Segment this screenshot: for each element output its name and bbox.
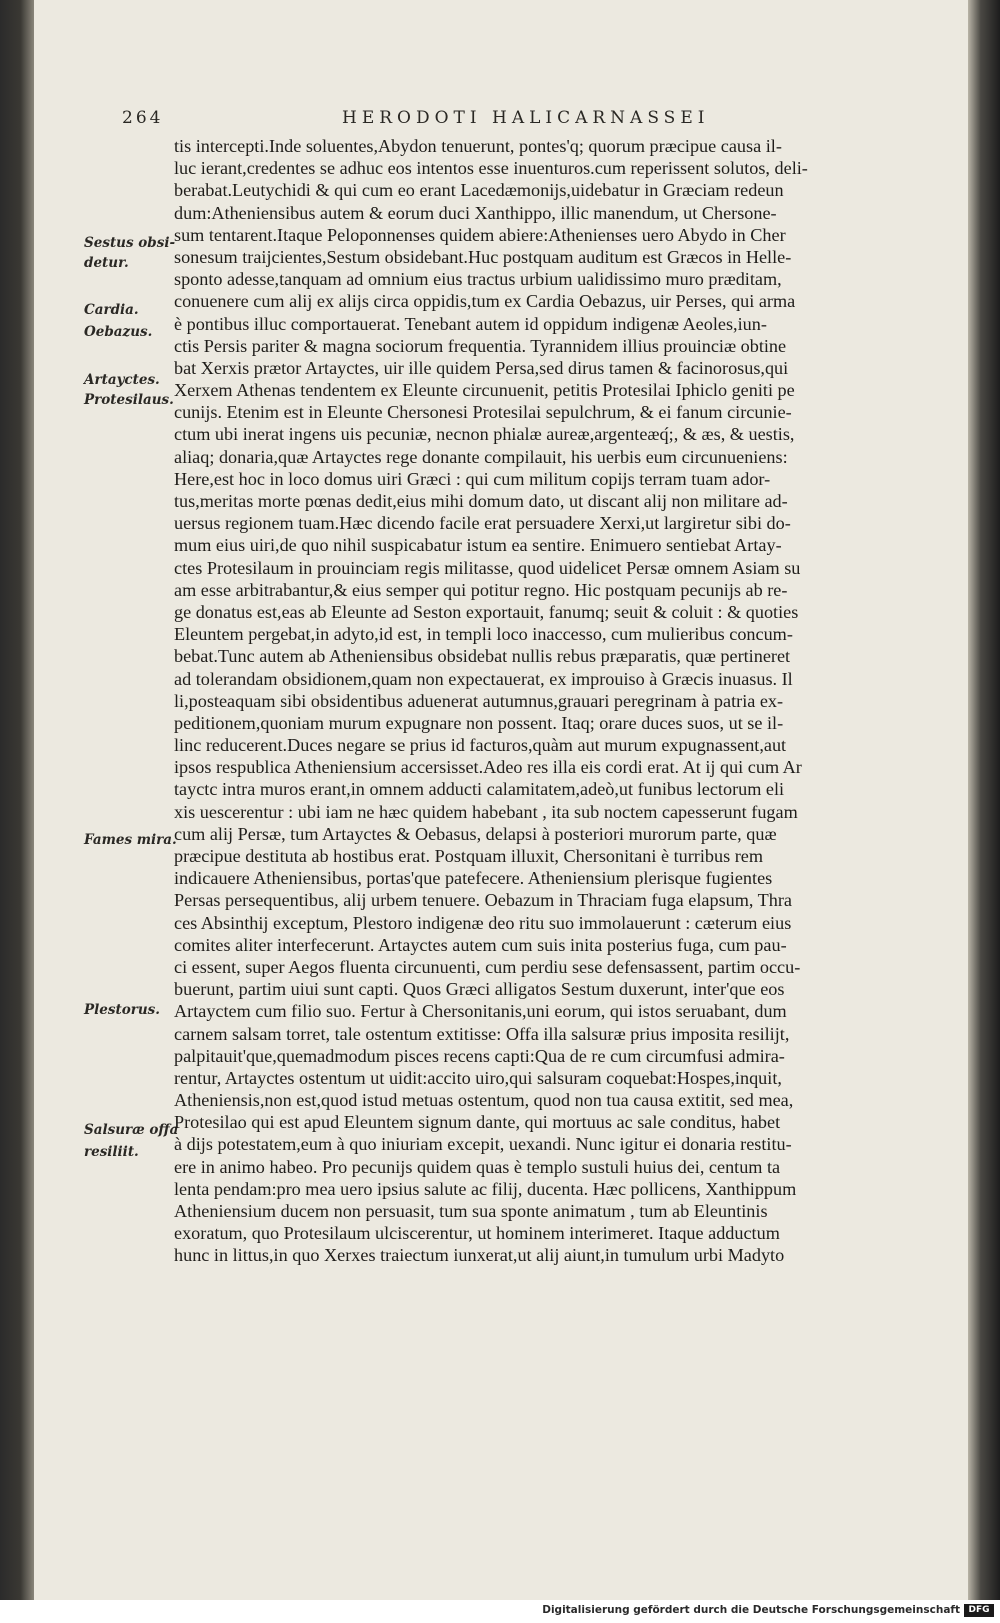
book-edge-left	[0, 0, 34, 1600]
text-line: bat Xerxis prætor Artayctes, uir ille quidem Persa,sed dirus tamen & facinorosus,qui	[174, 357, 789, 378]
body-text	[174, 135, 924, 1267]
text-line: rentur, Artayctes ostentum ut uidit:accito uiro,qui salsuram coquebat:Hospes,inquit,	[174, 1067, 782, 1088]
text-line: hunc in littus,in quo Xerxes traiectum iunxerat,ut alij aiunt,in tumulum urbi Madyto	[174, 1245, 785, 1266]
text-line: ipsos respublica Atheniensium accersisset.Adeo res illa eis cordi erat. At ij qui cum Ar	[174, 757, 802, 778]
text-line: ctum ubi inerat ingens uis pecuniæ, necnon phialæ aureæ,argenteæq́;, & æs, & uestis,	[174, 424, 795, 445]
text-line: Eleuntem pergebat,in adyto,id est, in templi loco inaccesso, cum mulieribus concum-	[174, 624, 793, 645]
margin-note: Salsuræ offa	[84, 1122, 179, 1138]
text-line: sonesum traijcientes,Sestum obsidebant.Huc postquam auditum est Græcos in Helle-	[174, 246, 792, 267]
text-line: indicauere Atheniensibus, portas'que patefecere. Atheniensium plerisque fugientes	[174, 868, 773, 889]
text-line: Here,est hoc in loco domus uiri Græci : qui cum militum copijs terram tuam ador-	[174, 468, 771, 489]
text-line: carnem salsam torret, tale ostentum extitisse: Offa illa salsuræ prius imposita resilijt,	[174, 1023, 790, 1044]
text-line: buerunt, partim uiui sunt capti. Quos Græci alligatos Sestum duxerunt, inter'que eos	[174, 979, 785, 1000]
text-line: uersus regionem tuam.Hæc dicendo facile erat persuadere Xerxi,ut largiretur sibi do-	[174, 513, 791, 534]
text-line: è pontibus illuc comportauerat. Tenebant autem id oppidum indigenæ Aeoles,iun-	[174, 313, 767, 334]
text-line: ctes Protesilaum in prouinciam regis militasse, quod uidelicet Persæ omnem Asiam su	[174, 557, 801, 578]
text-line: Xerxem Athenas tendentem ex Eleunte circunuenit, petitis Protesilai Iphiclo geniti pe	[174, 380, 795, 401]
text-line: Atheniensium ducem non persuasit, tum sua sponte animatum , tum ab Eleuntinis	[174, 1201, 768, 1221]
text-line: præcipue destituta ab hostibus erat. Postquam illuxit, Chersonitani è turribus rem	[174, 846, 763, 866]
funding-note: Digitalisierung gefördert durch die Deutsche Forschungsgemeinschaft	[542, 1604, 960, 1616]
text-line: palpitauit'que,quemadmodum pisces recens capti:Qua de re cum circumfusi admira-	[174, 1045, 785, 1066]
margin-note: resiliit.	[84, 1144, 139, 1160]
margin-note: detur.	[84, 255, 129, 271]
text-line: Protesilao qui est apud Eleuntem signum dante, qui mortuus ac sale conditus, habet	[174, 1112, 781, 1133]
text-line: tus,meritas morte pœnas dedit,eius mihi domum dato, ut discant alij non militare ad-	[174, 491, 788, 511]
book-edge-right	[968, 0, 1000, 1600]
margin-note: Sestus obsi-	[84, 235, 176, 251]
text-line: ces Absinthij exceptum, Plestoro indigenæ deo ritu suo immolauerunt : cæterum eius	[174, 912, 792, 933]
text-line: li,posteaquam sibi obsidentibus aduenerat autumnus,grauari peregrinam à patria ex-	[174, 690, 784, 711]
text-line: xis uescerentur : ubi iam ne hæc quidem habebant , ita sub noctem capesserunt fugam	[174, 801, 798, 822]
text-line: comites aliter interfecerunt. Artayctes autem cum suis inita posterius fuga, cum pau-	[174, 934, 787, 955]
text-line: ge donatus est,eas ab Eleunte ad Seston exportauit, fanumq; seuit & coluit : & quoties	[174, 601, 799, 622]
text-line: lenta pendam:pro mea uero ipsius salute ac filij, ducenta. Hæc pollicens, Xanthippum	[174, 1178, 797, 1199]
text-line: tis intercepti.Inde soluentes,Abydon tenuerunt, pontes'q; quorum præcipue causa il-	[174, 136, 782, 156]
dfg-logo: DFG	[964, 1604, 994, 1617]
running-title: HERODOTI HALICARNASSEI	[342, 108, 710, 128]
text-line: ctis Persis pariter & magna sociorum frequentia. Tyrannidem illius prouinciæ obtine	[174, 335, 787, 356]
margin-note: Plestorus.	[84, 1002, 160, 1018]
text-line: ere in animo habeo. Pro pecunijs quidem quas è templo sustuli huius dei, centum ta	[174, 1156, 781, 1177]
text-line: cum alij Persæ, tum Artayctes & Oebasus, delapsi à posteriori murorum parte, quæ	[174, 823, 777, 844]
margin-note: Cardia.	[84, 302, 139, 318]
margin-note: Oebazus.	[84, 324, 153, 340]
text-line: sponto adesse,tanquam ad omnium eius tractus urbium ualidissimo muro præditam,	[174, 269, 782, 290]
text-line: ci essent, super Aegos fluenta circunuenti, cum perdiu sese defensassent, partim occu-	[174, 956, 801, 977]
text-line: bebat.Tunc autem ab Atheniensibus obsidebat nullis rebus præparatis, quæ pertineret	[174, 646, 791, 667]
text-line: luc ierant,credentes se adhuc eos intentos esse inuenturos.cum reperissent solutos, deli-	[174, 158, 808, 179]
text-line: Artayctem cum filio suo. Fertur à Chersonitanis,uni eorum, qui istos seruabant, dum	[174, 1001, 787, 1022]
text-line: dum:Atheniensibus autem & eorum duci Xanthippo, illic manendum, ut Chersone-	[174, 202, 777, 223]
text-line: cunijs. Etenim est in Eleunte Chersonesi Protesilai sepulchrum, & ei fanum circunie-	[174, 402, 792, 423]
footer-bar	[0, 1600, 1000, 1623]
text-line: peditionem,quoniam murum expugnare non possent. Itaq; orare duces suos, ut se il-	[174, 712, 784, 733]
margin-note: Artayctes.	[84, 372, 160, 388]
text-line: ad tolerandam obsidionem,quam non expectauerat, ex improuiso à Græcis inuasus. Il	[174, 668, 793, 689]
text-line: aliaq; donaria,quæ Artayctes rege donante compilauit, his uerbis eum circunueniens:	[174, 446, 788, 467]
text-line: exoratum, quo Protesilaum ulciscerentur, ut hominem interimeret. Itaque adductum	[174, 1223, 780, 1244]
running-header	[122, 108, 922, 138]
text-line: à dijs potestatem,eum à quo iniuriam excepit, uexandi. Nunc igitur ei donaria restitu-	[174, 1134, 792, 1155]
text-line: mum eius uiri,de quo nihil suspicabatur istum ea sentire. Enimuero sentiebat Artay-	[174, 535, 782, 556]
text-line: am esse arbitrabantur,& eius semper qui potitur regno. Hic postquam pecunijs ab re-	[174, 579, 788, 600]
text-line: tayctc intra muros erant,in omnem adducti calamitatem,adeò,ut funibus lectorum eli	[174, 779, 785, 800]
text-line: conuenere cum alij ex alijs circa oppidis,tum ex Cardia Oebazus, uir Perses, qui arma	[174, 291, 796, 312]
page-number: 264	[122, 108, 164, 128]
text-line: Persas persequentibus, alij urbem tenuere. Oebazum in Thraciam fuga elapsum, Thra	[174, 890, 793, 911]
margin-note: Protesilaus.	[84, 392, 174, 408]
text-line: sum tentarent.Itaque Peloponnenses quidem abiere:Athenienses uero Abydo in Cher	[174, 224, 786, 245]
text-line: Atheniensis,non est,quod istud metuas ostentum, quod non tua causa extitit, sed mea,	[174, 1090, 794, 1111]
margin-note: Fames mira.	[84, 832, 177, 848]
text-line: linc reducerent.Duces negare se prius id facturos,quàm aut murum expugnassent,aut	[174, 735, 787, 756]
text-line: berabat.Leutychidi & qui cum eo erant Lacedæmonijs,uidebatur in Græciam redeun	[174, 180, 784, 201]
